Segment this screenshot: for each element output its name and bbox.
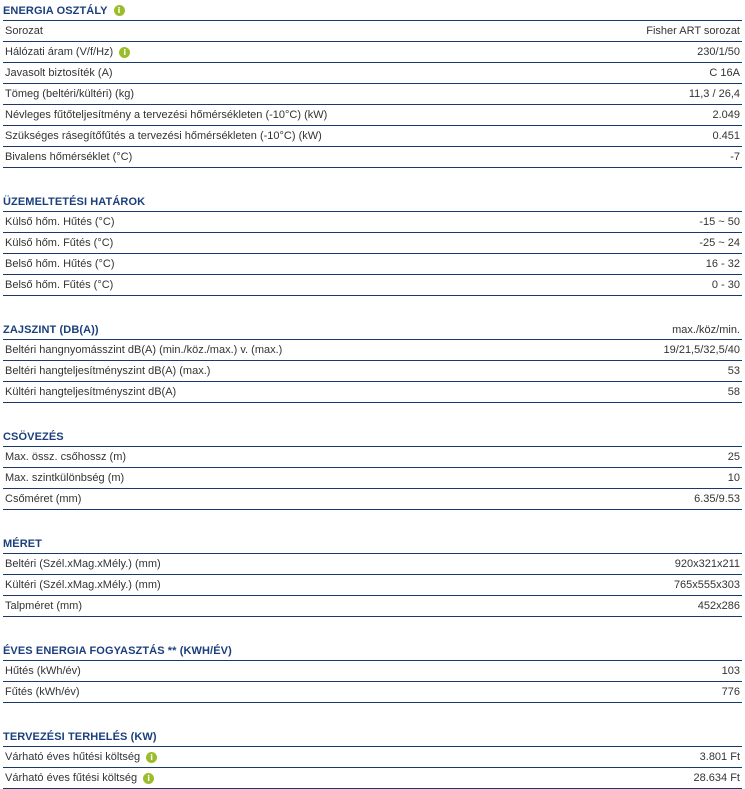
- section-title: [3, 196, 145, 208]
- spec-row: [3, 682, 742, 703]
- spec-label-text: Belső hőm. Hűtés (°C): [5, 258, 115, 270]
- spec-value: 16 - 32: [705, 258, 740, 270]
- section-spacer: [3, 403, 742, 427]
- spec-label-text: Bivalens hőmérséklet (°C): [5, 151, 133, 163]
- spec-label: [5, 600, 82, 612]
- spec-label-text: Belső hőm. Fűtés (°C): [5, 279, 114, 291]
- section-header: [3, 320, 742, 340]
- spec-label-text: Tömeg (beltéri/kültéri) (kg): [5, 88, 134, 100]
- spec-row: [3, 489, 742, 510]
- spec-label-text: Névleges fűtőteljesítmény a tervezési hőmérsékleten (-10°C) (kW): [5, 109, 328, 121]
- spec-label-text: Beltéri hangteljesítményszint dB(A) (max.): [5, 365, 211, 377]
- spec-value: 2.049: [712, 109, 740, 121]
- section-column-hint: max./köz/min.: [672, 323, 740, 336]
- section-title-text: CSÖVEZÉS: [3, 430, 64, 443]
- spec-value: 53: [727, 365, 740, 377]
- spec-label: [5, 237, 113, 249]
- spec-row: [3, 768, 742, 789]
- spec-row: [3, 254, 742, 275]
- section-title: [3, 538, 42, 550]
- section-header: [3, 534, 742, 554]
- spec-label-text: Várható éves fűtési költség: [5, 772, 138, 784]
- spec-row: [3, 42, 742, 63]
- spec-value: 103: [721, 665, 740, 677]
- spec-label: [5, 472, 124, 484]
- spec-label-text: Szükséges rásegítőfűtés a tervezési hőmérsékleten (-10°C) (kW): [5, 130, 322, 142]
- info-icon[interactable]: i: [114, 5, 125, 16]
- section-title-text: TERVEZÉSI TERHELÉS (KW): [3, 730, 157, 743]
- section-title: [3, 431, 64, 443]
- spec-label-text: Várható éves hűtési költség: [5, 751, 141, 763]
- spec-row: [3, 447, 742, 468]
- spec-value: 3.801 Ft: [699, 751, 740, 763]
- spec-table: [3, 0, 742, 789]
- spec-value: 0 - 30: [711, 279, 740, 291]
- spec-label: [5, 493, 81, 505]
- info-icon[interactable]: i: [119, 47, 130, 58]
- spec-label: [5, 67, 113, 79]
- spec-label: [5, 386, 176, 398]
- spec-label: [5, 88, 134, 100]
- spec-label-text: Max. szintkülönbség (m): [5, 472, 125, 484]
- spec-label: [5, 109, 327, 121]
- spec-row: [3, 575, 742, 596]
- section-title-text: ÉVES ENERGIA FOGYASZTÁS ** (KWH/ÉV): [3, 644, 232, 657]
- spec-label: [5, 772, 154, 784]
- spec-label: [5, 151, 132, 163]
- spec-row: [3, 596, 742, 617]
- spec-section: [3, 403, 742, 510]
- spec-label-text: Talpméret (mm): [5, 600, 83, 612]
- spec-label: [5, 686, 80, 698]
- spec-section: [3, 617, 742, 703]
- section-header: [3, 192, 742, 212]
- spec-row: [3, 554, 742, 575]
- spec-label-text: Hálózati áram (V/f/Hz): [5, 46, 114, 58]
- section-title-text: MÉRET: [3, 537, 42, 550]
- spec-section: [3, 703, 742, 789]
- spec-label-text: Külső hőm. Hűtés (°C): [5, 216, 115, 228]
- spec-value: 19/21,5/32,5/40: [663, 344, 740, 356]
- spec-row: [3, 468, 742, 489]
- section-spacer: [3, 617, 742, 641]
- spec-label: [5, 665, 81, 677]
- info-icon[interactable]: i: [143, 773, 154, 784]
- spec-label-text: Hűtés (kWh/év): [5, 665, 81, 677]
- spec-label: [5, 279, 113, 291]
- spec-row: [3, 233, 742, 254]
- spec-label-text: Fűtés (kWh/év): [5, 686, 80, 698]
- spec-row: [3, 105, 742, 126]
- spec-label: [5, 130, 322, 142]
- spec-value: C 16A: [709, 67, 740, 79]
- spec-value: 452x286: [697, 600, 740, 612]
- spec-label-text: Kültéri (Szél.xMag.xMély.) (mm): [5, 579, 161, 591]
- spec-row: [3, 747, 742, 768]
- spec-section: [3, 168, 742, 296]
- section-title: [3, 731, 157, 743]
- spec-section: [3, 510, 742, 617]
- spec-value: 10: [727, 472, 740, 484]
- spec-label: [5, 558, 161, 570]
- spec-label-text: Beltéri (Szél.xMag.xMély.) (mm): [5, 558, 161, 570]
- spec-label-text: Max. össz. csőhossz (m): [5, 451, 127, 463]
- section-title-text: ENERGIA OSZTÁLY: [3, 4, 108, 17]
- spec-value: 0.451: [712, 130, 740, 142]
- spec-row: [3, 21, 742, 42]
- spec-value: 920x321x211: [674, 558, 740, 570]
- section-header: [3, 727, 742, 747]
- spec-label-text: Javasolt biztosíték (A): [5, 67, 113, 79]
- spec-value: 776: [721, 686, 740, 698]
- spec-label: [5, 751, 157, 763]
- spec-value: 765x555x303: [673, 579, 740, 591]
- spec-row: [3, 126, 742, 147]
- spec-label: [5, 258, 115, 270]
- spec-label: [5, 451, 126, 463]
- spec-label: [5, 579, 161, 591]
- spec-value: 58: [727, 386, 740, 398]
- section-spacer: [3, 703, 742, 727]
- spec-label: [5, 46, 130, 58]
- section-spacer: [3, 168, 742, 192]
- spec-label: [5, 216, 115, 228]
- spec-value: -15 ~ 50: [699, 216, 740, 228]
- spec-row: [3, 661, 742, 682]
- spec-value: -7: [730, 151, 740, 163]
- spec-section: [3, 296, 742, 403]
- spec-row: [3, 361, 742, 382]
- spec-row: [3, 275, 742, 296]
- spec-label: [5, 344, 282, 356]
- section-header: [3, 427, 742, 447]
- spec-row: [3, 84, 742, 105]
- spec-value: 6.35/9.53: [694, 493, 740, 505]
- spec-value: -25 ~ 24: [699, 237, 740, 249]
- spec-row: [3, 340, 742, 361]
- spec-label-text: Sorozat: [5, 25, 43, 37]
- info-icon[interactable]: i: [146, 752, 157, 763]
- spec-row: [3, 382, 742, 403]
- spec-row: [3, 147, 742, 168]
- spec-row: [3, 212, 742, 233]
- section-title-text: ÜZEMELTETÉSI HATÁROK: [3, 195, 146, 208]
- spec-label: [5, 365, 210, 377]
- spec-label-text: Külső hőm. Fűtés (°C): [5, 237, 114, 249]
- spec-label: [5, 25, 43, 37]
- section-title-text: ZAJSZINT (DB(A)): [3, 323, 99, 336]
- section-spacer: [3, 296, 742, 320]
- spec-label-text: Beltéri hangnyomásszint dB(A) (min./köz./max.) v. (max.): [5, 344, 283, 356]
- spec-value: 25: [727, 451, 740, 463]
- spec-value: Fisher ART sorozat: [646, 25, 740, 37]
- section-spacer: [3, 510, 742, 534]
- spec-value: 11,3 / 26,4: [688, 88, 740, 100]
- section-header: [3, 641, 742, 661]
- spec-label-text: Csőméret (mm): [5, 493, 82, 505]
- spec-value: 28.634 Ft: [693, 772, 740, 784]
- spec-label-text: Kültéri hangteljesítményszint dB(A): [5, 386, 177, 398]
- spec-section: [3, 0, 742, 168]
- section-header: [3, 1, 742, 21]
- section-title: [3, 5, 125, 17]
- section-title: [3, 645, 232, 657]
- section-title: [3, 324, 99, 336]
- spec-value: 230/1/50: [697, 46, 740, 58]
- spec-row: [3, 63, 742, 84]
